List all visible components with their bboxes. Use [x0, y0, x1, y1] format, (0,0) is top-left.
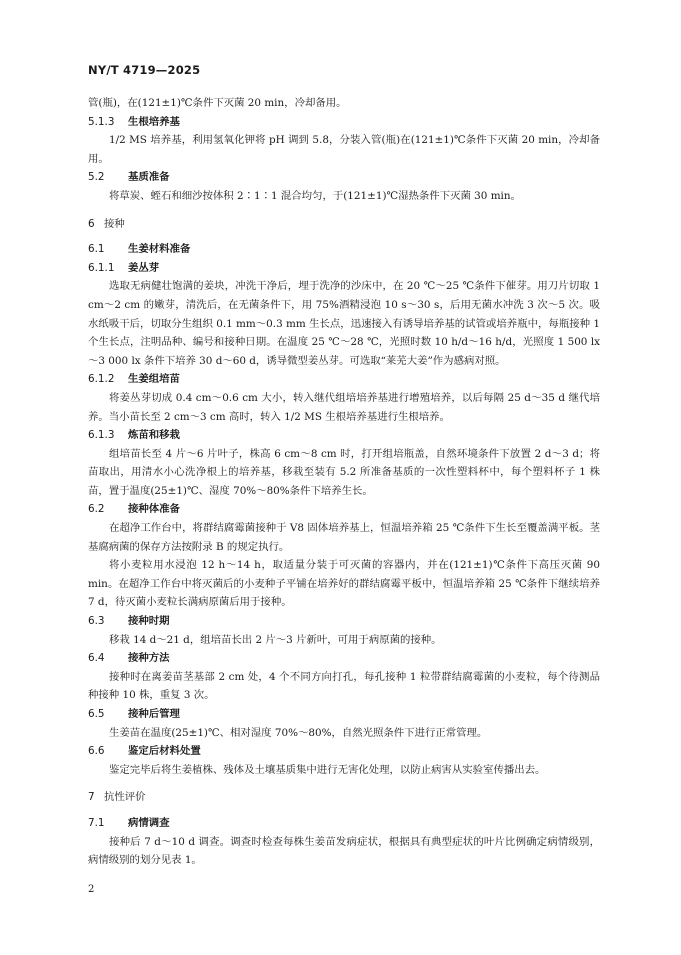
paragraph: 生姜苗在温度(25±1)℃、相对湿度 70%～80%，自然光照条件下进行正常管理。	[109, 726, 488, 739]
paragraph: 将草炭、蛭石和细沙按体积 2∶1∶1 混合均匀，于(121±1)℃湿热条件下灭菌 30 min。	[109, 189, 521, 202]
paragraph: 组培苗长至 4 片～6 片叶子，株高 6 cm～8 cm 时，打开组培瓶盖，自然环境条件下放置 2 d～3 d；将苗取出，用清水小心洗净根上的培养基，移栽至装有 5.2 所准备基质的一次性塑料杯中，每个塑料杯子 1 株苗，置于温度(25±1)℃、湿度 70%～80%条件下培养生长。	[88, 447, 600, 497]
section-title: 基质准备	[128, 171, 170, 184]
section-title: 病情调查	[128, 816, 170, 829]
section-title: 鉴定后材料处置	[128, 745, 201, 758]
section-number: 6.6	[88, 745, 105, 758]
paragraph: 将姜丛芽切成 0.4 cm～0.6 cm 大小，转入继代组培培养基进行增殖培养，以后每隔 25 d～35 d 继代培养。当小苗长至 2 cm～3 cm 高时，转入 1/2 MS 生根培养基进行生根培养。	[88, 391, 600, 423]
section-title: 接种后管理	[128, 708, 180, 720]
section-heading	[88, 240, 600, 259]
document-body	[88, 94, 600, 870]
section-title: 抗性评价	[104, 791, 146, 804]
section-title: 接种体准备	[128, 503, 180, 516]
chapter-heading	[88, 215, 600, 234]
section-heading	[88, 168, 600, 187]
page-number: 2	[88, 884, 95, 895]
section-title: 接种	[104, 217, 125, 230]
section-number: 6.1.2	[88, 373, 115, 386]
section-number: 6.5	[88, 708, 105, 720]
section-heading	[88, 612, 600, 631]
section-number: 6.1.3	[88, 429, 115, 442]
section-title: 姜丛芽	[128, 261, 160, 274]
section-heading	[88, 426, 600, 445]
section-number: 6.4	[88, 652, 105, 665]
section-number: 6.1.1	[88, 261, 115, 274]
section-title: 接种方法	[128, 652, 170, 665]
section-title: 生姜组培苗	[128, 373, 180, 386]
paragraph: 选取无病健壮饱满的姜块，冲洗干净后，埋于洗净的沙床中，在 20 ℃～25 ℃条件下催芽。用刀片切取 1 cm～2 cm 的嫩芽，清洗后，在无菌条件下，用 75%酒精浸泡 10 s～30 s，后用无菌水冲洗 3 次～5 次。吸水纸吸干后，切取分生组织 0.1 mm～0.3 mm 生长点，迅速接入有诱导培养基的试管或培养瓶中，每瓶接种 1 个生长点，注明品种、编号和接种日期。在温度 25 ℃～28 ℃，光照时数 10 h/d～16 h/d，光照度 1 500 lx～3 000 lx 条件下培养 30 d～60 d，诱导微型姜丛芽。可选取“莱芜大姜”作为感病对照。	[88, 280, 600, 367]
section-number: 5.1.3	[88, 115, 115, 128]
paragraph: 管(瓶)，在(121±1)℃条件下灭菌 20 min，冷却备用。	[88, 97, 347, 109]
section-number: 7	[88, 791, 95, 804]
section-number: 6	[88, 217, 95, 230]
chapter-heading	[88, 788, 600, 807]
paragraph: 将小麦粒用水浸泡 12 h～14 h，取适量分装于可灭菌的容器内，并在(121±1)℃条件下高压灭菌 90 min。在超净工作台中将灭菌后的小麦种子平铺在培养好的群结腐霉平板中，恒温培养箱 25 ℃条件下继续培养 7 d，待灭菌小麦粒长满病原菌后用于接种。	[88, 559, 600, 609]
section-number: 7.1	[88, 816, 105, 829]
section-heading	[88, 113, 600, 132]
section-heading	[88, 814, 600, 833]
section-number: 6.2	[88, 503, 105, 516]
paragraph: 接种后 7 d～10 d 调查。调查时检查每株生姜苗发病症状，根据具有典型症状的叶片比例确定病情级别，病情级别的划分见表 1。	[88, 835, 600, 867]
paragraph: 移栽 14 d～21 d，组培苗长出 2 片～3 片新叶，可用于病原菌的接种。	[109, 633, 442, 646]
section-title: 生根培养基	[128, 115, 180, 128]
section-title: 炼苗和移栽	[128, 429, 180, 442]
paragraph: 1/2 MS 培养基，利用氢氧化钾将 pH 调到 5.8，分装入管(瓶)在(121±1)℃条件下灭菌 20 min，冷却备用。	[88, 134, 600, 165]
section-title: 接种时期	[128, 615, 170, 628]
section-heading	[88, 705, 600, 724]
section-number: 6.1	[88, 243, 105, 256]
section-heading	[88, 370, 600, 389]
section-number: 6.3	[88, 615, 105, 628]
section-heading	[88, 649, 600, 668]
paragraph: 鉴定完毕后将生姜植株、残体及土壤基质集中进行无害化处理，以防止病害从实验室传播出去。	[109, 763, 546, 776]
section-heading	[88, 259, 600, 278]
paragraph: 接种时在离姜苗茎基部 2 cm 处，4 个不同方向打孔，每孔接种 1 粒带群结腐霉菌的小麦粒，每个待测品种接种 10 株，重复 3 次。	[88, 670, 600, 702]
section-heading	[88, 500, 600, 519]
document-code: NY/T 4719—2025	[88, 63, 201, 77]
section-title: 生姜材料准备	[128, 243, 191, 256]
section-heading	[88, 742, 600, 761]
paragraph: 在超净工作台中，将群结腐霉菌接种于 V8 固体培养基上，恒温培养箱 25 ℃条件下生长至覆盖满平板。茎基腐病菌的保存方法按附录 B 的规定执行。	[88, 522, 600, 553]
section-number: 5.2	[88, 171, 105, 184]
